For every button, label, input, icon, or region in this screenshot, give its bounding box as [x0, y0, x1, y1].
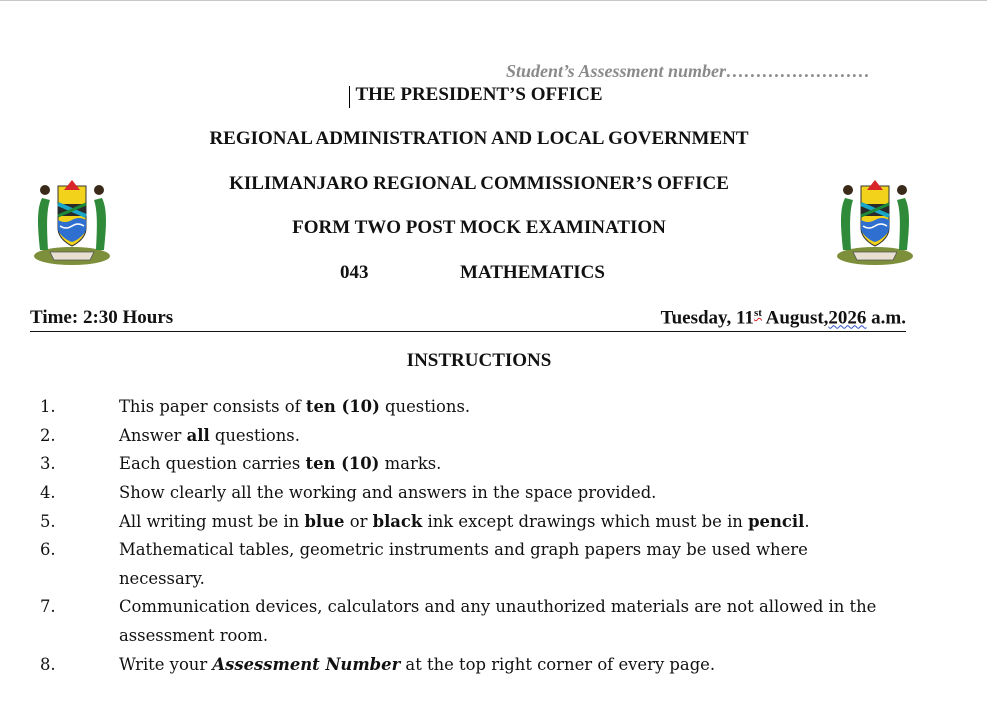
- page-top-border: [0, 0, 987, 1]
- instruction-text: Write your Assessment Number at the top right corner of every page.: [119, 655, 716, 674]
- header-line-regional-commissioner: KILIMANJARO REGIONAL COMMISSIONER’S OFFICE: [229, 173, 729, 194]
- exam-date-ordinal: st: [753, 307, 762, 319]
- tanzania-coat-of-arms-icon: [30, 170, 114, 270]
- instruction-text: Communication devices, calculators and any unauthorized materials are not allowed in the: [119, 597, 877, 616]
- instruction-number: 4.: [40, 483, 56, 502]
- header-line-regional-administration: REGIONAL ADMINISTRATION AND LOCAL GOVERNMENT: [209, 128, 749, 149]
- instruction-number: 7.: [40, 597, 56, 616]
- exam-date: [661, 307, 906, 329]
- header-line-exam-title: FORM TWO POST MOCK EXAMINATION: [292, 217, 666, 238]
- instruction-text: All writing must be in blue or black ink except drawings which must be in pencil.: [119, 512, 810, 531]
- subject-code: 043: [340, 262, 369, 283]
- instruction-number: 6.: [40, 540, 56, 559]
- instruction-number: 5.: [40, 512, 56, 531]
- assessment-number-label: Student’s Assessment number……………………: [506, 61, 871, 81]
- instruction-text: Each question carries ten (10) marks.: [119, 454, 442, 473]
- exam-duration: Time: 2:30 Hours: [30, 307, 174, 328]
- instruction-number: 1.: [40, 397, 56, 416]
- time-date-line: [30, 307, 906, 332]
- instruction-number: 2.: [40, 426, 56, 445]
- instructions-heading: INSTRUCTIONS: [406, 350, 552, 371]
- exam-date-month: August,: [761, 307, 829, 329]
- instruction-number: 3.: [40, 454, 56, 473]
- instruction-text: Mathematical tables, geometric instruments and graph papers may be used where: [119, 540, 808, 559]
- instruction-text: necessary.: [119, 569, 205, 588]
- instruction-number: 8.: [40, 655, 56, 674]
- instruction-text: Show clearly all the working and answers in the space provided.: [119, 483, 657, 502]
- instruction-text: Answer all questions.: [119, 426, 300, 445]
- tanzania-coat-of-arms-icon: [833, 170, 917, 270]
- header-line-president-office: THE PRESIDENT’S OFFICE: [355, 84, 603, 105]
- subject-name: MATHEMATICS: [460, 262, 605, 283]
- instruction-text: assessment room.: [119, 626, 269, 645]
- exam-date-time: a.m.: [866, 307, 906, 329]
- exam-date-day: Tuesday, 11: [660, 307, 754, 329]
- instruction-text: This paper consists of ten (10) questions.: [119, 397, 471, 416]
- exam-date-year: 2026: [828, 307, 867, 329]
